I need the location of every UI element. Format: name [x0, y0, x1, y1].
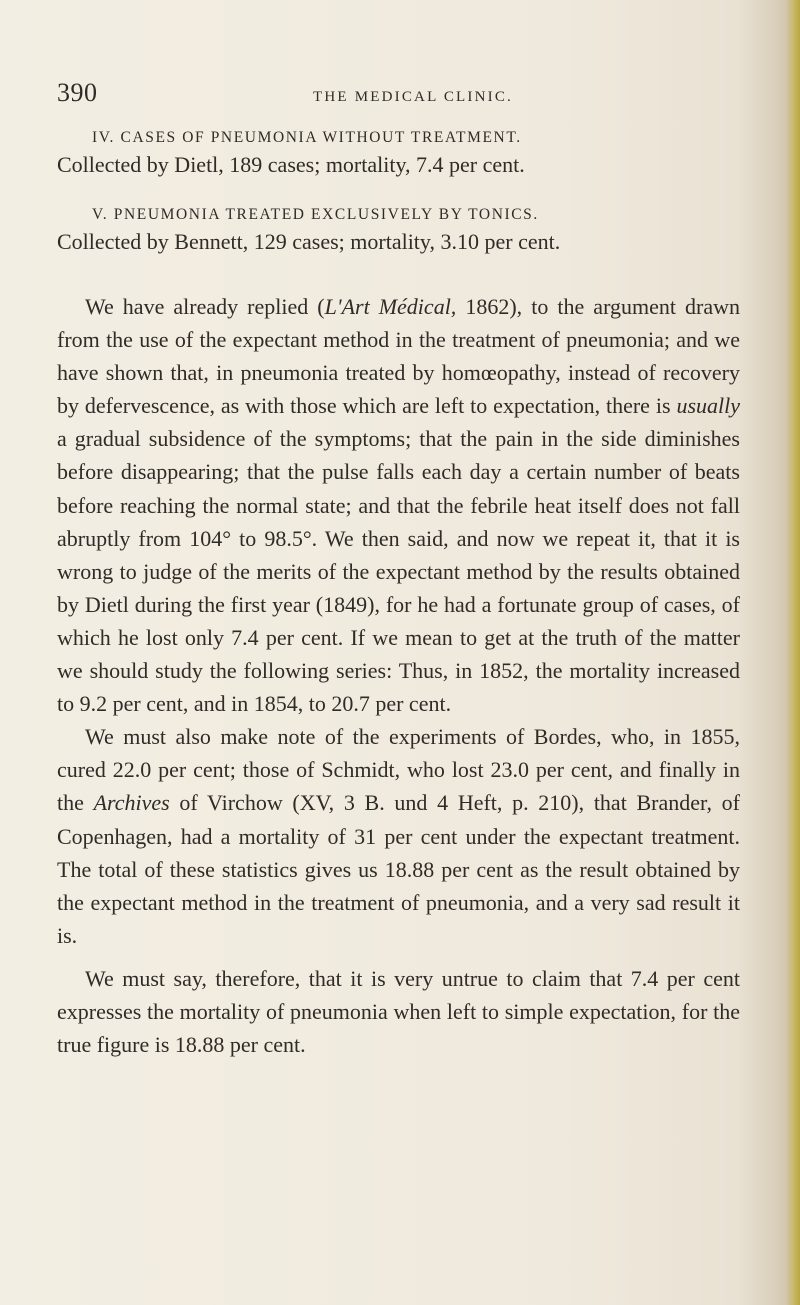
page-edge-shadow [786, 0, 800, 1305]
paragraph-1-part-c: a gradual subsidence of the symptoms; that the pain in the side diminishes before disappearing; that the pulse falls each day a certain number of beats before reaching the normal state; and that the febrile heat itself does not fall abruptly from 104° to 98.5°. We then said, and now we repeat it, that it is wrong to judge of the merits of the expectant method by the results obtained by Dietl during the first year (1849), for he had a fortunate group of cases, of which he lost only 7.4 per cent. If we mean to get at the truth of the matter we should study the following series: Thus, in 1852, the mortality increased to 9.2 per cent, and in 1854, to 20.7 per cent. [57, 426, 740, 717]
paragraph-1-part-a: We have already replied ( [85, 294, 325, 319]
body-text [57, 290, 740, 1061]
section-iv [57, 129, 740, 178]
section-iv-line: Collected by Dietl, 189 cases; mortality, 7.4 per cent. [57, 152, 525, 177]
journal-title: L'Art Médical, [324, 294, 457, 319]
paragraph-1 [57, 290, 740, 720]
archives-title: Archives [93, 790, 170, 816]
paragraph-2-part-b: of Virchow (XV, 3 B. und 4 Heft, p. 210), that Brander, of Copenhagen, had a mortality of 31 per cent under the expectant treatment. The total of these statistics gives us 18.88 per cent as the result obtained by the expectant method in the treatment of pneumonia, and a very sad result it is. [57, 790, 740, 948]
paragraph-2-part-a: We must also make note of the experiments of Bordes, who, in 1855, cured 22.0 per cent; those of Schmidt, who lost 23.0 per cent, and finally in the [57, 724, 740, 816]
paragraph-3: We must say, therefore, that it is very untrue to claim that 7.4 per cent expresses the mortality of pneumonia when left to simple expectation, for the true figure is 18.88 per cent. [57, 965, 740, 1058]
paragraph-1-part-b: 1862), to the argument drawn from the use of the expectant method in the treatment of pneumonia; and we have shown that, in pneumonia treated by homœopathy, instead of recovery by defervescence, as with those which are left to expectation, there is [57, 294, 741, 419]
section-v [57, 206, 740, 255]
running-head: THE MEDICAL CLINIC. [313, 89, 513, 105]
section-v-heading: V. PNEUMONIA TREATED EXCLUSIVELY BY TONICS. [92, 206, 539, 223]
section-iv-heading: IV. CASES OF PNEUMONIA WITHOUT TREATMENT. [92, 129, 522, 146]
paragraph-2 [57, 720, 740, 952]
section-v-line: Collected by Bennett, 129 cases; mortality, 3.10 per cent. [57, 229, 561, 254]
page-number: 390 [57, 78, 98, 107]
emphasis-usually: usually [676, 393, 740, 419]
